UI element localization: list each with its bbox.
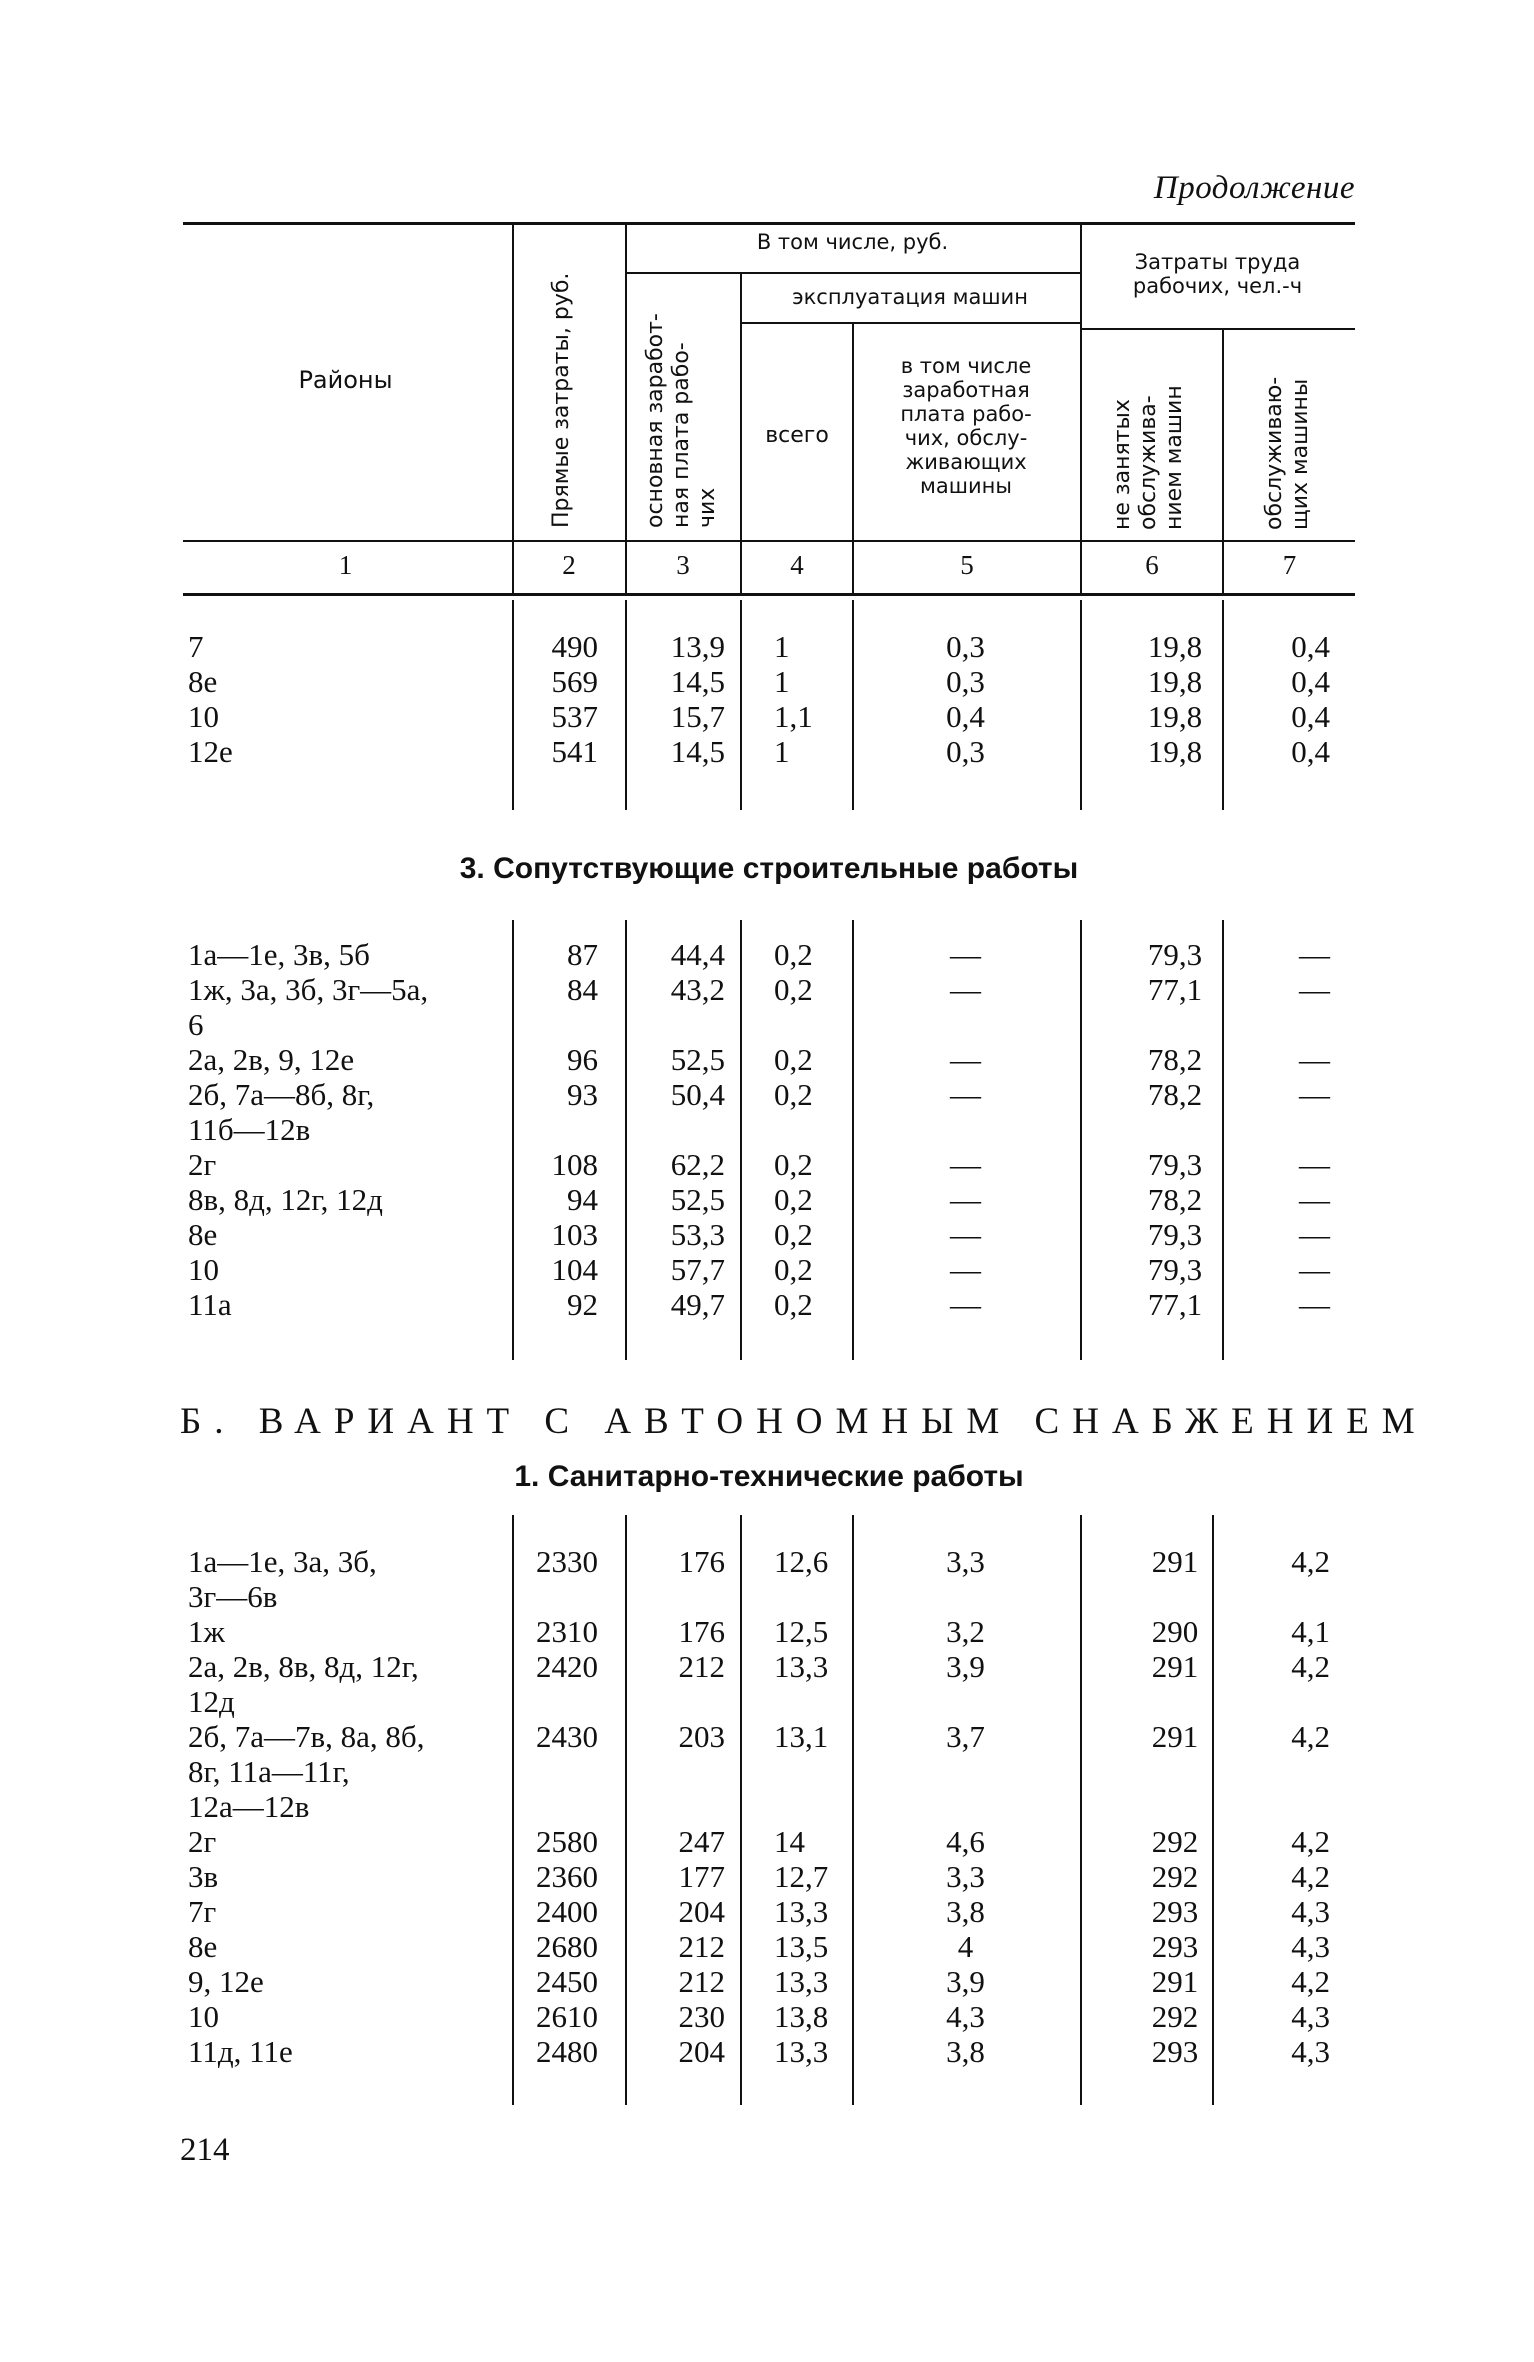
cell-zp-mashin: — (950, 1077, 981, 1112)
cell-obsluzh: 0,4 (1291, 734, 1330, 769)
cell-osnovnaya: 49,7 (670, 1287, 725, 1322)
cell-ne-zanyatyh: 79,3 (1147, 1252, 1203, 1287)
cell-rayon: 11б—12в (188, 1112, 311, 1147)
cell-osnovnaya: 57,7 (670, 1252, 725, 1287)
header-pryamye: Прямые затраты, руб. (549, 272, 574, 528)
cell-obsluzh: 4,2 (1291, 1544, 1330, 1579)
cell-rayon: 1ж, 3а, 3б, 3г—5а, (188, 972, 429, 1007)
header-zatraty-line: Затраты труда (1134, 250, 1301, 274)
cell-rayon: 12д (188, 1684, 235, 1719)
header-top-rule (183, 222, 1355, 225)
header-subrule-1 (625, 272, 1080, 274)
cell-ne-zanyatyh: 291 (1151, 1964, 1199, 1999)
cell-zp-mashin: 3,8 (946, 2034, 985, 2069)
cell-osnovnaya: 203 (678, 1719, 725, 1754)
cell-zp-mashin: — (950, 937, 981, 972)
cell-pryamye: 2330 (536, 1544, 598, 1579)
cell-obsluzh: — (1299, 1182, 1330, 1217)
cell-zp-mashin: — (950, 1182, 981, 1217)
cell-ne-zanyatyh: 79,3 (1147, 937, 1203, 972)
cell-obsluzh: 4,2 (1291, 1719, 1330, 1754)
header-col-divider-1 (512, 222, 514, 594)
cell-vsego: 13,8 (774, 1999, 829, 2034)
block2-divider (852, 920, 854, 1360)
cell-zp-mashin: — (950, 1147, 981, 1182)
cell-zp-mashin: 3,8 (946, 1894, 985, 1929)
cell-vsego: 12,5 (774, 1614, 829, 1649)
cell-pryamye: 93 (567, 1077, 598, 1112)
header-zatraty-truda (1080, 250, 1355, 298)
block3-divider (625, 1515, 627, 2105)
cell-vsego: 13,3 (774, 1649, 829, 1684)
cell-zp-mashin: 3,7 (946, 1719, 985, 1754)
cell-ne-zanyatyh: 292 (1151, 1859, 1199, 1894)
cell-osnovnaya: 14,5 (670, 734, 725, 769)
cell-rayon: 9, 12е (188, 1964, 264, 1999)
block1-divider (740, 600, 742, 810)
cell-ne-zanyatyh: 19,8 (1147, 734, 1203, 769)
header-zp-line: чих, обслу- (904, 426, 1028, 450)
cell-pryamye: 2400 (536, 1894, 598, 1929)
cell-vsego: 0,2 (774, 972, 813, 1007)
cell-ne-zanyatyh: 78,2 (1147, 1182, 1203, 1217)
cell-vsego: 0,2 (774, 1147, 813, 1182)
variant-b-title: Б. ВАРИАНТ С АВТОНОМНЫМ СНАБЖЕНИЕМ (180, 1401, 1428, 1442)
col-number-6: 6 (1145, 550, 1159, 580)
page-number: 214 (180, 2132, 230, 2168)
header-rayony: Районы (298, 366, 393, 394)
cell-ne-zanyatyh: 19,8 (1147, 629, 1203, 664)
cell-pryamye: 2430 (536, 1719, 598, 1754)
header-osnovnaya-line: ная плата рабо- (669, 342, 694, 528)
header-col-divider-2 (625, 222, 627, 594)
cell-obsluzh: — (1299, 1287, 1330, 1322)
cell-zp-mashin: 4 (957, 1929, 974, 1964)
cell-obsluzh: 0,4 (1291, 664, 1330, 699)
cell-zp-mashin: — (950, 972, 981, 1007)
col-number-7: 7 (1282, 550, 1297, 580)
cell-vsego: 0,2 (774, 937, 813, 972)
cell-vsego: 12,6 (774, 1544, 829, 1579)
cell-osnovnaya: 62,2 (670, 1147, 725, 1182)
cell-rayon: 10 (188, 699, 219, 734)
cell-ne-zanyatyh: 291 (1151, 1719, 1199, 1754)
cell-rayon: 1ж (188, 1614, 225, 1649)
cell-zp-mashin: 3,3 (946, 1544, 985, 1579)
cell-osnovnaya: 204 (678, 2034, 725, 2069)
cell-ne-zanyatyh: 79,3 (1147, 1147, 1203, 1182)
header-mid-rule (183, 540, 1355, 542)
cell-pryamye: 537 (551, 699, 598, 734)
header-osnovnaya-line: чих (695, 487, 720, 528)
cell-obsluzh: 4,3 (1291, 2034, 1330, 2069)
cell-obsluzh: — (1299, 1147, 1330, 1182)
block3-divider (1080, 1515, 1082, 2105)
cell-rayon: 2а, 2в, 9, 12е (188, 1042, 355, 1077)
cell-osnovnaya: 52,5 (670, 1042, 725, 1077)
cell-pryamye: 84 (567, 972, 598, 1007)
cell-obsluzh: — (1299, 1217, 1330, 1252)
cell-pryamye: 541 (551, 734, 598, 769)
cell-ne-zanyatyh: 291 (1151, 1649, 1199, 1684)
cell-rayon: 12а—12в (188, 1789, 310, 1824)
cell-obsluzh: 4,3 (1291, 1999, 1330, 2034)
cell-pryamye: 2610 (536, 1999, 598, 2034)
cell-obsluzh: 4,2 (1291, 1649, 1330, 1684)
header-osnovnaya-line: основная заработ- (643, 313, 668, 528)
cell-zp-mashin: 4,3 (946, 1999, 985, 2034)
cell-ne-zanyatyh: 19,8 (1147, 699, 1203, 734)
cell-vsego: 0,2 (774, 1287, 813, 1322)
cell-pryamye: 2310 (536, 1614, 598, 1649)
cell-osnovnaya: 13,9 (670, 629, 725, 664)
cell-osnovnaya: 204 (678, 1894, 725, 1929)
cell-ne-zanyatyh: 293 (1151, 2034, 1199, 2069)
cell-osnovnaya: 212 (678, 1649, 725, 1684)
cell-pryamye: 2420 (536, 1649, 598, 1684)
block2-divider (512, 920, 514, 1360)
cell-vsego: 0,2 (774, 1252, 813, 1287)
cell-pryamye: 108 (551, 1147, 598, 1182)
cell-ne-zanyatyh: 292 (1151, 1999, 1199, 2034)
cell-osnovnaya: 247 (678, 1824, 725, 1859)
cell-osnovnaya: 53,3 (670, 1217, 725, 1252)
col-number-5: 5 (960, 550, 974, 580)
cell-obsluzh: — (1299, 972, 1330, 1007)
section-1-title: 1. Санитарно-технические работы (514, 1460, 1024, 1493)
cell-obsluzh: — (1299, 937, 1330, 972)
header-bottom-rule (183, 593, 1355, 596)
cell-ne-zanyatyh: 79,3 (1147, 1217, 1203, 1252)
cell-pryamye: 96 (567, 1042, 598, 1077)
header-ne-zanyatyh (1110, 385, 1188, 530)
block1-divider (1080, 600, 1082, 810)
cell-zp-mashin: — (950, 1217, 981, 1252)
cell-zp-mashin: 0,3 (946, 629, 985, 664)
col-number-3: 3 (676, 550, 690, 580)
cell-rayon: 2г (188, 1824, 217, 1859)
cell-vsego: 13,3 (774, 1894, 829, 1929)
cell-vsego: 1 (774, 664, 790, 699)
col-number-1: 1 (338, 550, 353, 580)
cell-vsego: 1 (774, 629, 790, 664)
header-zatraty-line: рабочих, чел.-ч (1132, 274, 1303, 298)
cell-rayon: 2б, 7а—7в, 8а, 8б, (188, 1719, 425, 1754)
cell-osnovnaya: 212 (678, 1929, 725, 1964)
cell-ne-zanyatyh: 77,1 (1147, 1287, 1203, 1322)
header-v-tom-chisle: В том числе, руб. (756, 230, 949, 254)
cell-vsego: 0,2 (774, 1077, 813, 1112)
cell-zp-mashin: 0,4 (946, 699, 985, 734)
cell-obsluzh: — (1299, 1077, 1330, 1112)
cell-zp-mashin: 3,3 (946, 1859, 985, 1894)
cell-pryamye: 2480 (536, 2034, 598, 2069)
block1-divider (512, 600, 514, 810)
cell-osnovnaya: 176 (678, 1544, 725, 1579)
cell-vsego: 1,1 (774, 699, 813, 734)
cell-rayon: 8е (188, 1217, 218, 1252)
cell-osnovnaya: 15,7 (670, 699, 725, 734)
cell-rayon: 6 (188, 1007, 204, 1042)
cell-vsego: 0,2 (774, 1042, 813, 1077)
cell-rayon: 7 (188, 629, 204, 664)
cell-vsego: 13,3 (774, 1964, 829, 1999)
header-zp-line: плата рабо- (900, 402, 1032, 426)
header-obsluzh-line: щих машины (1288, 378, 1313, 530)
cell-zp-mashin: — (950, 1287, 981, 1322)
header-ne-zanyatyh-line: обслужива- (1136, 395, 1161, 530)
cell-rayon: 7г (188, 1894, 217, 1929)
cell-ne-zanyatyh: 78,2 (1147, 1042, 1203, 1077)
cell-ne-zanyatyh: 291 (1151, 1544, 1199, 1579)
cell-obsluzh: 4,2 (1291, 1964, 1330, 1999)
cell-ne-zanyatyh: 290 (1151, 1614, 1199, 1649)
continuation-label: Продолжение (1153, 170, 1355, 206)
block1-divider (852, 600, 854, 810)
col-number-4: 4 (790, 550, 804, 580)
block3-divider (512, 1515, 514, 2105)
cell-pryamye: 94 (567, 1182, 598, 1217)
cell-rayon: 8г, 11а—11г, (188, 1754, 350, 1789)
cell-osnovnaya: 52,5 (670, 1182, 725, 1217)
header-subrule-3 (1080, 328, 1355, 330)
cell-pryamye: 92 (567, 1287, 598, 1322)
cell-zp-mashin: — (950, 1042, 981, 1077)
cell-osnovnaya: 176 (678, 1614, 725, 1649)
cell-vsego: 13,5 (774, 1929, 829, 1964)
cell-rayon: 2а, 2в, 8в, 8д, 12г, (188, 1649, 419, 1684)
cell-osnovnaya: 14,5 (670, 664, 725, 699)
block3-divider (740, 1515, 742, 2105)
cell-vsego: 12,7 (774, 1859, 829, 1894)
cell-zp-mashin: 3,9 (946, 1964, 985, 1999)
header-ekspluatatsiya: эксплуатация машин (792, 285, 1028, 309)
cell-zp-mashin: 4,6 (946, 1824, 985, 1859)
cell-zp-mashin: 3,9 (946, 1649, 985, 1684)
header-zp-line: живающих (905, 450, 1027, 474)
cell-obsluzh: 4,2 (1291, 1824, 1330, 1859)
cell-pryamye: 104 (551, 1252, 598, 1287)
cell-obsluzh: 4,1 (1291, 1614, 1330, 1649)
header-subrule-2 (740, 322, 1080, 324)
cell-rayon: 3в (188, 1859, 219, 1894)
cell-rayon: 3г—6в (188, 1579, 278, 1614)
block2-divider (625, 920, 627, 1360)
cell-pryamye: 490 (551, 629, 598, 664)
cell-rayon: 2г (188, 1147, 217, 1182)
cell-zp-mashin: 0,3 (946, 664, 985, 699)
cell-obsluzh: — (1299, 1252, 1330, 1287)
cell-pryamye: 2680 (536, 1929, 598, 1964)
cell-rayon: 10 (188, 1999, 219, 2034)
cell-vsego: 0,2 (774, 1217, 813, 1252)
cell-osnovnaya: 230 (678, 1999, 725, 2034)
cell-ne-zanyatyh: 77,1 (1147, 972, 1203, 1007)
header-ne-zanyatyh-line: не занятых (1110, 399, 1135, 530)
cell-vsego: 13,3 (774, 2034, 829, 2069)
cell-pryamye: 87 (567, 937, 598, 972)
cell-osnovnaya: 44,4 (670, 937, 725, 972)
header-zp-obsluzh (852, 354, 1080, 498)
cell-rayon: 8е (188, 1929, 218, 1964)
cell-rayon: 1а—1е, 3в, 5б (188, 937, 370, 972)
cell-rayon: 11д, 11е (188, 2034, 293, 2069)
block3-divider (852, 1515, 854, 2105)
cell-rayon: 2б, 7а—8б, 8г, (188, 1077, 375, 1112)
cell-zp-mashin: 0,3 (946, 734, 985, 769)
block2-divider (1080, 920, 1082, 1360)
cell-vsego: 14 (774, 1824, 805, 1859)
cell-obsluzh: 4,3 (1291, 1929, 1330, 1964)
header-ne-zanyatyh-line: нием машин (1162, 385, 1187, 530)
cell-vsego: 1 (774, 734, 790, 769)
cell-pryamye: 103 (551, 1217, 598, 1252)
cell-rayon: 8в, 8д, 12г, 12д (188, 1182, 383, 1217)
cell-osnovnaya: 212 (678, 1964, 725, 1999)
cell-ne-zanyatyh: 293 (1151, 1929, 1199, 1964)
cell-rayon: 11а (188, 1287, 232, 1322)
cell-pryamye: 569 (551, 664, 598, 699)
header-osnovnaya-zp (643, 313, 721, 528)
cell-obsluzh: 4,3 (1291, 1894, 1330, 1929)
cell-pryamye: 2580 (536, 1824, 598, 1859)
cell-pryamye: 2450 (536, 1964, 598, 1999)
header-obsluzh-line: обслуживаю- (1262, 376, 1287, 530)
cell-rayon: 10 (188, 1252, 219, 1287)
cell-ne-zanyatyh: 78,2 (1147, 1077, 1203, 1112)
cell-ne-zanyatyh: 293 (1151, 1894, 1199, 1929)
cell-osnovnaya: 177 (678, 1859, 725, 1894)
cell-obsluzh: 0,4 (1291, 699, 1330, 734)
cell-rayon: 12е (188, 734, 233, 769)
cell-osnovnaya: 43,2 (670, 972, 725, 1007)
cell-ne-zanyatyh: 19,8 (1147, 664, 1203, 699)
cell-rayon: 8е (188, 664, 218, 699)
header-vsego: всего (765, 423, 829, 448)
cell-obsluzh: 0,4 (1291, 629, 1330, 664)
cell-osnovnaya: 50,4 (670, 1077, 725, 1112)
col-number-2: 2 (562, 550, 576, 580)
cell-pryamye: 2360 (536, 1859, 598, 1894)
cell-zp-mashin: 3,2 (946, 1614, 985, 1649)
cell-obsluzh: — (1299, 1042, 1330, 1077)
block1-divider (625, 600, 627, 810)
header-zp-line: в том числе (900, 354, 1032, 378)
header-zp-line: машины (920, 474, 1012, 498)
header-zp-line: заработная (902, 378, 1030, 402)
cell-ne-zanyatyh: 292 (1151, 1824, 1199, 1859)
section-3-title: 3. Сопутствующие строительные работы (459, 852, 1079, 885)
cell-vsego: 0,2 (774, 1182, 813, 1217)
cell-zp-mashin: — (950, 1252, 981, 1287)
cell-vsego: 13,1 (774, 1719, 829, 1754)
cell-rayon: 1а—1е, 3а, 3б, (188, 1544, 377, 1579)
header-obsluzh (1262, 377, 1314, 530)
cell-obsluzh: 4,2 (1291, 1859, 1330, 1894)
block2-divider (740, 920, 742, 1360)
